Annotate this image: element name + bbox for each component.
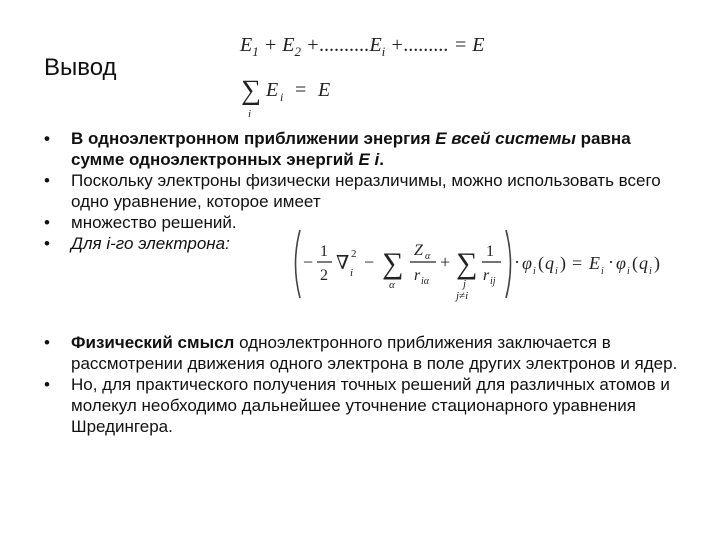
sigma-sum-equation <box>240 70 380 120</box>
energy-sum-equation <box>240 34 485 60</box>
multiply-dot: · <box>608 252 614 272</box>
close-paren: ) <box>560 253 566 273</box>
nabla-symbol: ∇ <box>336 253 350 274</box>
energy-symbol: E <box>589 253 600 273</box>
right-bracket <box>506 230 511 298</box>
sigma-condition: j≠i <box>456 290 469 302</box>
slide-title: Вывод <box>44 54 117 81</box>
sigma-symbol: ∑ <box>456 247 478 280</box>
list-item <box>44 374 684 437</box>
ellipsis: .......... <box>319 34 370 56</box>
sigma-symbol: ∑ <box>382 247 404 280</box>
distance-subscript: ij <box>490 276 496 287</box>
charge-symbol: Z <box>414 242 423 259</box>
bullet-text: одноэлектронного приближения заключается в рассмотрении движения одного электрона в поле других электронов и ядер. <box>71 333 678 373</box>
bullet-text: . <box>379 150 384 169</box>
list-item <box>44 332 684 374</box>
minus-sign: − <box>364 252 375 272</box>
coordinate-symbol: q <box>545 253 554 273</box>
bullet-emphasis: Физический смысл <box>71 333 235 352</box>
open-paren: ( <box>538 253 544 273</box>
sigma-symbol: ∑ <box>241 75 261 106</box>
plus-sign: + <box>440 252 451 272</box>
distance-symbol: r <box>483 267 490 284</box>
subscript: 1 <box>252 44 259 59</box>
distance-subscript: iα <box>421 276 430 287</box>
coordinate-subscript: i <box>555 266 558 277</box>
sigma-index: α <box>389 279 395 291</box>
charge-subscript: α <box>425 251 431 262</box>
bullet-text: равна сумме одноэлектронных энергий <box>71 129 631 169</box>
wavefunction-subscript: i <box>627 266 630 277</box>
sigma-index: j <box>463 278 467 290</box>
plus-sign: + <box>305 34 320 56</box>
e-symbol: E <box>282 34 295 56</box>
left-bracket <box>296 230 301 298</box>
close-paren: ) <box>654 253 660 273</box>
fraction-denominator: 2 <box>320 267 328 284</box>
wavefunction-symbol: φ <box>616 253 626 273</box>
plus-sign: + <box>390 34 404 56</box>
e-symbol: E <box>369 34 382 56</box>
bullet-text: В одноэлектронном приближении энергия <box>71 129 436 148</box>
list-item <box>44 128 684 170</box>
bullet-text: Для i-го электрона: <box>71 234 230 253</box>
bullet-text: множество решений. <box>71 213 237 232</box>
bullet-emphasis: Е i <box>358 150 380 169</box>
subscript: 2 <box>294 44 301 59</box>
coordinate-symbol: q <box>639 253 648 273</box>
open-paren: ( <box>632 253 638 273</box>
fraction-numerator: 1 <box>486 243 494 260</box>
wavefunction-symbol: φ <box>522 253 532 273</box>
fraction-numerator: 1 <box>320 243 328 260</box>
bullet-emphasis: Е всей системы <box>435 129 576 148</box>
subscript: i <box>280 90 284 104</box>
e-symbol: E <box>240 34 253 56</box>
distance-symbol: r <box>414 267 421 284</box>
nabla-superscript: 2 <box>351 248 357 260</box>
wavefunction-subscript: i <box>533 266 536 277</box>
sigma-index: i <box>248 108 252 120</box>
equals-sign: = <box>572 253 583 273</box>
schrodinger-equation <box>290 226 675 302</box>
multiply-dot: · <box>514 252 520 272</box>
bullet-list-bottom <box>44 332 684 437</box>
bullet-text: Поскольку электроны физически неразличимы, можно использовать всего одно уравнение, которое имеет <box>71 171 661 211</box>
e-symbol: E <box>318 79 331 101</box>
e-symbol: E <box>472 34 485 56</box>
e-symbol: E <box>266 79 279 101</box>
equals-sign: = <box>295 79 307 101</box>
nabla-subscript: i <box>350 267 354 279</box>
equals-sign: = <box>453 34 468 56</box>
subscript: i <box>381 44 386 59</box>
list-item <box>44 170 684 212</box>
minus-sign: − <box>303 252 314 272</box>
energy-subscript: i <box>601 266 604 277</box>
coordinate-subscript: i <box>649 266 652 277</box>
bullet-text: Но, для практического получения точных решений для различных атомов и молекул необходимо дальнейшее уточнение стационарного уравнения Шредингера. <box>71 375 670 436</box>
plus-sign: + <box>263 34 278 56</box>
ellipsis: ......... <box>403 34 449 56</box>
